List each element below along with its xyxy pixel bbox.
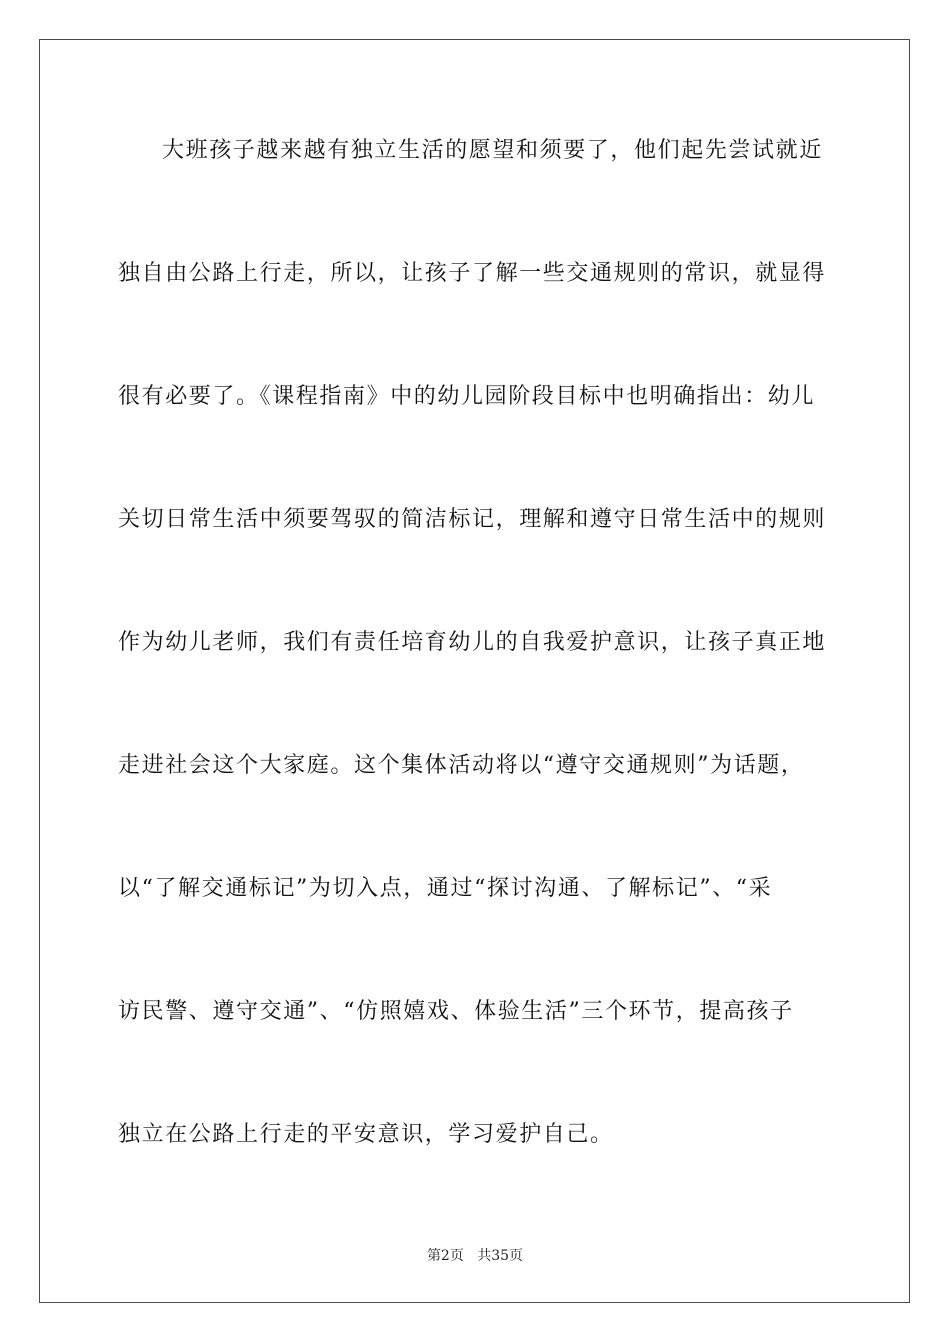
page-footer (0, 1246, 950, 1266)
page-total: 共35页 (477, 1248, 524, 1264)
paragraph-line: 独自由公路上行走，所以，让孩子了解一些交通规则的常识，就显得 (118, 261, 827, 286)
paragraph-line: 访民警、遵守交通”、“仿照嬉戏、体验生活”三个环节，提高孩子 (118, 999, 794, 1024)
paragraph-line: 很有必要了。《课程指南》中的幼儿园阶段目标中也明确指出：幼儿 (118, 384, 816, 409)
document-body (118, 124, 838, 1231)
paragraph-line: 作为幼儿老师，我们有责任培育幼儿的自我爱护意识，让孩子真正地 (118, 630, 827, 655)
paragraph-line: 独立在公路上行走的平安意识，学习爱护自己。 (118, 1122, 614, 1147)
paragraph-line: 关切日常生活中须要驾驭的简洁标记，理解和遵守日常生活中的规则 (118, 507, 827, 532)
paragraph-line: 大班孩子越来越有独立生活的愿望和须要了，他们起先尝试就近 (162, 138, 823, 163)
paragraph-line: 以“了解交通标记”为切入点，通过“探讨沟通、了解标记”、“采 (118, 876, 773, 901)
paragraph-line: 走进社会这个大家庭。这个集体活动将以“遵守交通规则”为话题， (118, 753, 805, 778)
page-number: 第2页 (426, 1248, 464, 1264)
